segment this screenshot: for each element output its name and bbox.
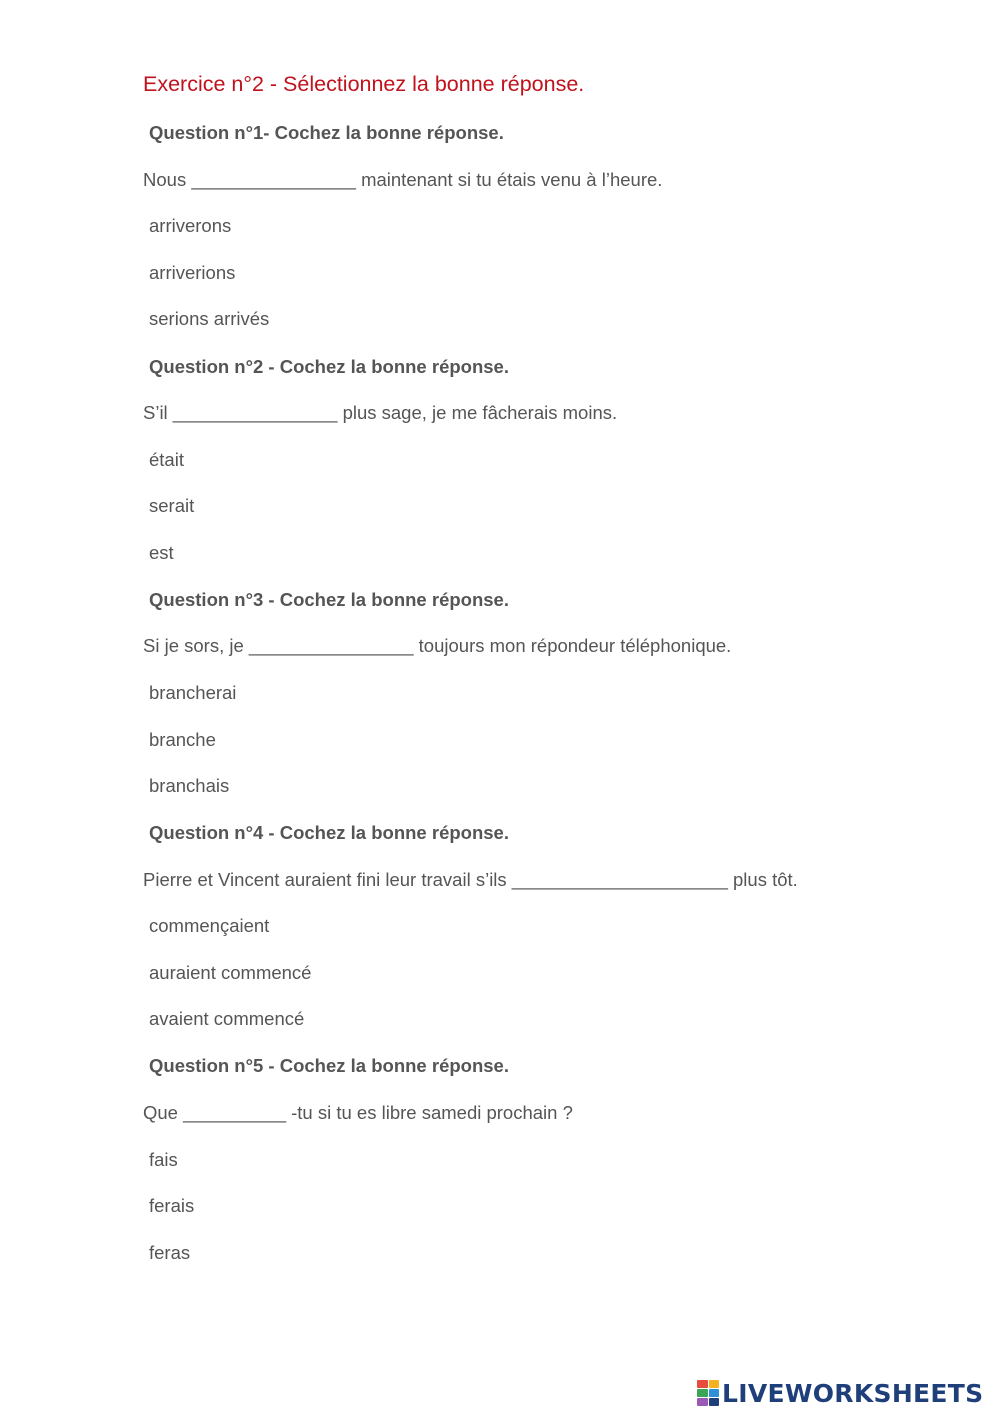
question-5-option-3[interactable]: feras (149, 1242, 191, 1263)
question-4-option-1[interactable]: commençaient (149, 915, 270, 936)
question-3-option-3[interactable]: branchais (149, 775, 230, 796)
question-2-heading: Question n°2 - Cochez la bonne réponse. (149, 356, 509, 377)
question-5-heading: Question n°5 - Cochez la bonne réponse. (149, 1055, 509, 1076)
exercise-title: Exercice n°2 - Sélectionnez la bonne réponse. (143, 72, 585, 96)
question-1-option-3[interactable]: serions arrivés (149, 308, 270, 329)
question-5-sentence: Que __________ -tu si tu es libre samedi prochain ? (143, 1102, 573, 1123)
liveworksheets-logo (697, 1378, 983, 1408)
question-4-sentence: Pierre et Vincent auraient fini leur travail s’ils _____________________ plus tôt. (143, 869, 798, 890)
question-4-option-3[interactable]: avaient commencé (149, 1008, 305, 1029)
question-2-option-3[interactable]: est (149, 542, 174, 563)
question-1-option-1[interactable]: arriverons (149, 215, 232, 236)
question-4-option-2[interactable]: auraient commencé (149, 962, 312, 983)
question-3-sentence: Si je sors, je ________________ toujours mon répondeur téléphonique. (143, 635, 732, 656)
question-3-heading: Question n°3 - Cochez la bonne réponse. (149, 589, 509, 610)
question-1-option-2[interactable]: arriverions (149, 262, 236, 283)
question-5-option-2[interactable]: ferais (149, 1195, 195, 1216)
liveworksheets-logo-icon (697, 1380, 719, 1406)
question-1-sentence: Nous ________________ maintenant si tu étais venu à l’heure. (143, 169, 663, 190)
question-3-option-2[interactable]: branche (149, 729, 216, 750)
question-2-option-2[interactable]: serait (149, 495, 195, 516)
question-2-option-1[interactable]: était (149, 449, 184, 470)
question-3-option-1[interactable]: brancherai (149, 682, 237, 703)
question-5-option-1[interactable]: fais (149, 1149, 178, 1170)
question-2-sentence: S’il ________________ plus sage, je me fâcherais moins. (143, 402, 618, 423)
question-1-heading: Question n°1- Cochez la bonne réponse. (149, 122, 504, 143)
question-4-heading: Question n°4 - Cochez la bonne réponse. (149, 822, 509, 843)
logo-text: LIVEWORKSHEETS (722, 1378, 984, 1408)
